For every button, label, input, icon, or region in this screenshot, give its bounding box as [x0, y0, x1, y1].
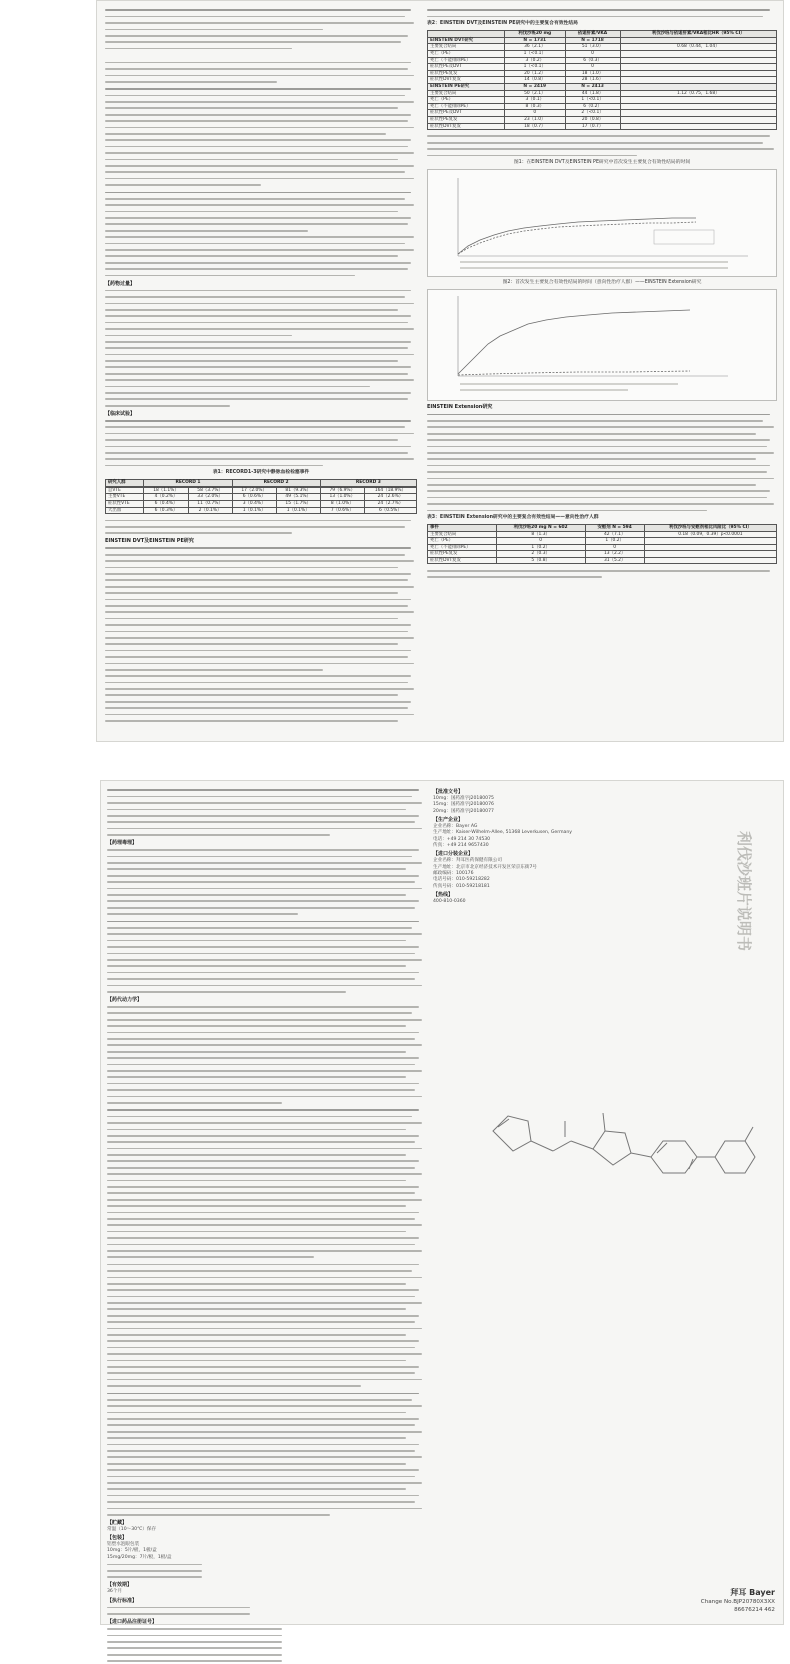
top-right-column [427, 7, 777, 735]
section-heading-pharmacology: 【药理毒理】 [107, 840, 138, 847]
doc-code: 86676214 462 [734, 1607, 775, 1613]
table1-group: RECORD 2 [232, 480, 320, 487]
section-heading-clinical-trials: 【临床试验】 [105, 410, 136, 417]
text-block [107, 1004, 425, 1106]
table-row: 大出血 6（0.3%） 2（0.1%） 1（0.1%） 1（0.1%） 7（0.6%） 6（0.5%） [106, 507, 417, 514]
section-heading-standard: 【执行标准】 [107, 1597, 138, 1604]
text-block [105, 7, 417, 52]
table-row: 主要复合结局 8（1.3） 42（7.1） 0.18（0.09，0.39）p<0.0001 [428, 531, 777, 538]
text-block [105, 287, 417, 408]
text-block [427, 411, 777, 513]
bottom-left-column [107, 787, 425, 1626]
leaflet-page-top [96, 0, 784, 742]
packaging-item: 15mg/20mg：7片/板，1板/盒 [107, 1554, 172, 1560]
km-curve-figure1 [428, 170, 776, 276]
table2-einstein: 利伐沙班20 mg 依诺肝素/VKA 利伐沙班与依诺肝素/VKA相比HR（95% CI） EINSTEIN DVT研究 N = 1731 N = 1718 主要复合结局 36（2.1） 51（3.0） 0.68（0.44，1.04） 死亡（PE） 1（<0.1） 0 死亡（不能排除PE） 3（0.2） 6（0.3） 症状性PE及DVT 1（<0.1） 0 症状性PE复发 20（1.2） 18（1.0） 症状性DVT复发 14（0.8） 28（1.6） EINSTEIN PE研究 N = 2419 N = 2413 主要复合结局 50（2.1） 44（1.8） 1.12（0.75，1.68） 死亡（PE） 3（0.1） 1（<0.1） 死亡（不能排除PE） 8（0.3） 6（0.2） 症状性PE及DVT 0 2（<0.1） 症状性PE复发 23（1.0） 20（0.8） 症状性DVT复发 18（0.7） 17（0.7） [427, 30, 777, 130]
brand-name: 拜耳 Bayer [730, 1588, 775, 1597]
section-heading-overdose: 【药物过量】 [105, 280, 136, 287]
km-curve-figure2 [428, 290, 776, 400]
table-row: 死亡（不能排除PE） 8（0.3） 6（0.2） [428, 103, 777, 110]
packaging-item: 铝塑水泡眼包装 [107, 1541, 140, 1547]
change-code: Change No.BJP20780X3XX [700, 1599, 775, 1605]
table-row: 总VTE 18（1.1%） 58（3.7%） 17（2.0%） 81（9.3%） 79（6.9%） 164（18.9%） [106, 487, 417, 494]
storage-text: 常温（10～30℃）保存 [107, 1526, 157, 1532]
distributor-line: 企业名称：拜耳医药保健有限公司 [433, 858, 502, 864]
table-row: 主要复合结局 50（2.1） 44（1.8） 1.12（0.75，1.68） [428, 90, 777, 97]
table-row: 死亡（不能排除PE） 3（0.2） 6（0.3） [428, 57, 777, 64]
text-block [105, 189, 417, 278]
vertical-product-title [737, 831, 757, 1051]
top-left-column [105, 7, 417, 735]
approval-line: 10mg：国药准字J20180075 [433, 795, 494, 801]
text-block [107, 1561, 425, 1580]
table-row: 症状性DVT复发 18（0.7） 17（0.7） [428, 123, 777, 130]
text-block [107, 1390, 425, 1518]
manufacturer-heading: 【生产企业】 [433, 817, 464, 824]
manufacturer-line: 电话：+49 214 30 74530 [433, 836, 491, 842]
text-block [107, 1604, 425, 1617]
text-block [107, 1107, 425, 1260]
hotline-number: 400-810-0360 [433, 899, 466, 905]
text-block [105, 545, 417, 724]
text-block [107, 1626, 425, 1664]
table3-extension: 事件 利伐沙班20 mg N = 602 安慰剂 N = 594 利伐沙班与安慰剂相比风险比（95% CI） 主要复合结局 8（1.3） 42（7.1） 0.18（0.09，0.39）p<0.0001 死亡（PE） 0 1（0.2） 死亡（不能排除PE） 1（0.2） 0 症状性PE复发 2（0.3） 13（2.2） 症状性DVT复发 5（0.8） 31（5.2） [427, 524, 777, 565]
text-block [107, 918, 425, 995]
leaflet-page-bottom [100, 780, 784, 1625]
distributor-line: 邮政编码：100176 [433, 871, 474, 877]
section-heading-packaging: 【包装】 [107, 1535, 128, 1542]
text-block [427, 133, 777, 159]
chemical-structure-icon [453, 1061, 773, 1201]
table1-record: 研究人群 RECORD 1 RECORD 2 RECORD 3 总VTE 18（1.1%） 58（3.7%） 17（2.0%） 81（9.3%） 79（6.9%） 164（18.9%） 主要VTE 4（0.2%） 33（2.0%） 6（0.6%） 49（5.1%） 13（1.0%） 24（2.6%） 症状性VTE 6（0.4%） 11（0.7%） 3（0.4%） 15（1.7%） 8（1.0%） 24（2.7%） 大出血 6（0.3%） 2（0.1%） 1（0.1%） 1（0.1%） 7（0.6%） 6（0.5%） [105, 479, 417, 514]
manufacturer-line: 传真：+49 214 9657430 [433, 843, 489, 849]
validity-text: 36个月 [107, 1589, 123, 1595]
table1-group: RECORD 3 [320, 480, 416, 487]
table3-title: 表3：EINSTEIN Extension研究中的主要复合有效性结局——意向性治疗人群 [427, 514, 599, 520]
table1-group: RECORD 1 [144, 480, 232, 487]
bottom-right-column [433, 787, 779, 1618]
manufacturer-line: 生产地址：Kaiser-Wilhelm-Allee, 51368 Leverkusen, Germany [433, 830, 572, 836]
distributor-line: 生产地址：北京市北京经济技术开发区荣京东街7号 [433, 864, 537, 870]
vertical-title-text: 利伐沙班片说明书 [735, 831, 753, 952]
text-block [105, 517, 417, 536]
company-footer [701, 1587, 775, 1614]
text-block [107, 1261, 425, 1389]
distributor-line: 传真号码：010-59218181 [433, 883, 490, 889]
text-block [107, 847, 425, 917]
figure1-caption: 图1：在EINSTEIN DVT及EINSTEIN PE研究中首次发生主要复合有效性结局的时间 [513, 159, 691, 165]
text-block [427, 7, 777, 20]
section-heading-import-license: 【进口药品注册证号】 [107, 1619, 158, 1626]
table-row: 主要复合结局 36（2.1） 51（3.0） 0.68（0.44，1.04） [428, 44, 777, 51]
text-block [105, 59, 417, 85]
section-heading-einstein-dvt-pe: EINSTEIN DVT及EINSTEIN PE研究 [105, 538, 194, 545]
section-heading-validity: 【有效期】 [107, 1582, 133, 1589]
manufacturer-line: 企业名称：Bayer AG [433, 823, 478, 829]
table-row: 症状性PE及DVT 1（<0.1） 0 [428, 64, 777, 71]
text-block [427, 567, 777, 580]
table-row: 主要VTE 4（0.2%） 33（2.0%） 6（0.6%） 49（5.1%） 13（1.0%） 24（2.6%） [106, 494, 417, 501]
table-row: 症状性DVT复发 14（0.8） 28（1.6） [428, 77, 777, 84]
text-block [105, 86, 417, 188]
table-row: 症状性VTE 6（0.4%） 11（0.7%） 3（0.4%） 15（1.7%） 8（1.0%） 24（2.7%） [106, 500, 417, 507]
approval-heading: 【批准文号】 [433, 789, 464, 795]
table-section-row: EINSTEIN PE研究 N = 2419 N = 2413 [428, 83, 777, 90]
section-heading-pharmacokinetics: 【药代动力学】 [107, 996, 143, 1003]
table-row: 死亡（PE） 0 1（0.2） [428, 538, 777, 545]
approval-line: 20mg：国药准字J20180077 [433, 808, 494, 814]
figure1-km-curve [427, 169, 777, 277]
table-row: 症状性PE复发 23（1.0） 20（0.8） [428, 116, 777, 123]
text-block [105, 418, 417, 469]
text-block [107, 787, 425, 838]
section-heading-einstein-extension: EINSTEIN Extension研究 [427, 404, 493, 411]
hotline-heading: 【热线】 [433, 892, 454, 899]
table-row: 死亡（不能排除PE） 1（0.2） 0 [428, 544, 777, 551]
distributor-heading: 【进口分装企业】 [433, 851, 474, 858]
packaging-item: 10mg：5片/板，1板/盒 [107, 1548, 157, 1554]
table-row: 死亡（PE） 3（0.1） 1（<0.1） [428, 97, 777, 104]
table-section-row: EINSTEIN DVT研究 N = 1731 N = 1718 [428, 37, 777, 44]
table-row: 症状性PE复发 20（1.2） 18（1.0） [428, 70, 777, 77]
table-row: 死亡（PE） 1（<0.1） 0 [428, 50, 777, 57]
table1-title: 表1：RECORD1-3研究中静脉血栓栓塞事件 [212, 469, 310, 475]
table-row: 症状性DVT复发 5（0.8） 31（5.2） [428, 557, 777, 564]
section-heading-storage: 【贮藏】 [107, 1519, 128, 1526]
figure2-km-curve [427, 289, 777, 401]
approval-line: 15mg：国药准字J20180076 [433, 802, 494, 808]
distributor-line: 电话号码：010-59218282 [433, 877, 490, 883]
table2-title: 表2：EINSTEIN DVT及EINSTEIN PE研究中的主要复合有效性结局 [427, 20, 578, 26]
figure2-caption: 图2：首次发生主要复合有效性结局的时间（意向性治疗人群）——EINSTEIN Extension研究 [502, 280, 702, 286]
table-row: 症状性PE复发 2（0.3） 13（2.2） [428, 551, 777, 558]
table-row: 症状性PE及DVT 0 2（<0.1） [428, 110, 777, 117]
